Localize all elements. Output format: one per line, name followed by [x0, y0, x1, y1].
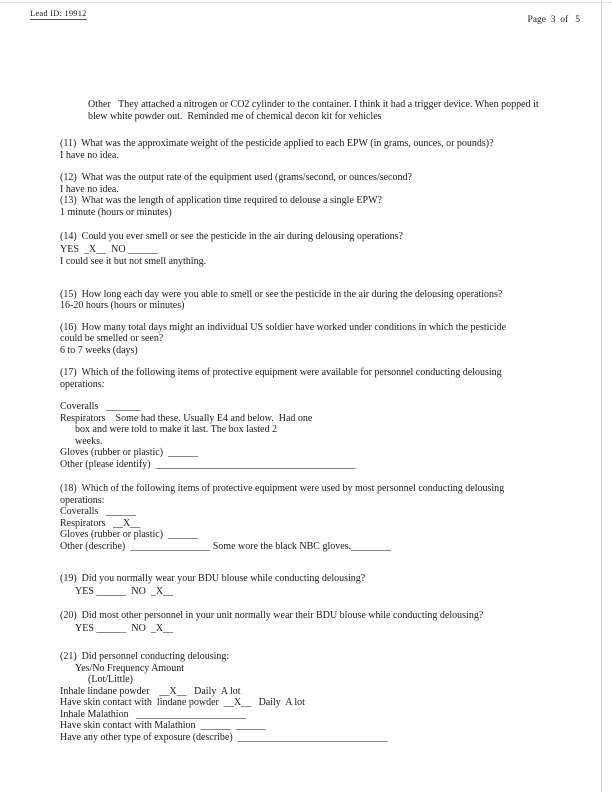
- document-line: Other (describe) ________________ Some wore the black NBC gloves.________: [60, 540, 392, 552]
- document-line: could be smelled or seen?: [60, 333, 164, 344]
- document-line: Gloves (rubber or plastic) ______: [60, 447, 199, 458]
- document-line: (19) Did you normally wear your BDU blouse while conducting delousing?: [60, 573, 366, 584]
- document-line: (20) Did most other personnel in your unit normally wear their BDU blouse while conducting delousing?: [60, 610, 484, 621]
- document-line: (15) How long each day were you able to smell or see the pesticide in the air during the delousing operations?: [60, 288, 503, 300]
- document-line: YES ______ NO _X__: [75, 622, 174, 634]
- document-line: blew white powder out. Reminded me of chemical decon kit for vehicles: [88, 110, 382, 122]
- document-line: (11) What was the approximate weight of the pesticide applied to each EPW (in grams, ounces, or pounds)?: [60, 138, 494, 149]
- page-number-label: Page 3 of 5: [527, 15, 580, 25]
- document-line: Have skin contact with Malathion ______ ______: [60, 720, 266, 731]
- document-line: weeks.: [75, 435, 103, 447]
- document-line: Have skin contact with lindane powder __X__ Daily A lot: [60, 697, 305, 708]
- document-line: Yes/No Frequency Amount: [75, 662, 184, 674]
- document-line: I have no idea.: [60, 183, 119, 195]
- scan-edge-top-artifact: [0, 2, 612, 3]
- document-line: Respirators Some had these. Usually E4 and below. Had one: [60, 412, 313, 424]
- document-line: YES ______ NO _X__: [75, 585, 174, 597]
- document-line: Have any other type of exposure (describe) ______________________________: [60, 731, 388, 743]
- document-line: Inhale lindane powder __X__ Daily A lot: [60, 685, 241, 697]
- document-line: operations:: [60, 378, 105, 390]
- document-line: 16-20 hours (hours or minutes): [60, 300, 185, 311]
- document-line: I have no idea.: [60, 149, 119, 161]
- document-line: I could see it but not smell anything.: [60, 256, 207, 267]
- document-body: [60, 99, 582, 743]
- scan-edge-right-artifact: [601, 0, 602, 792]
- document-line: Other (please identify) ________________________________________: [60, 458, 356, 470]
- document-line: YES _X__ NO ______: [60, 243, 159, 255]
- document-line: 1 minute (hours or minutes): [60, 206, 172, 218]
- document-line: (13) What was the length of application time required to delouse a single EPW?: [60, 195, 382, 206]
- document-line: box and were told to make it last. The box lasted 2: [75, 424, 277, 435]
- document-line: (18) Which of the following items of protective equipment were used by most personnel conducting delousing: [60, 483, 505, 494]
- document-line: (17) Which of the following items of protective equipment were available for personnel conducting delousing: [60, 367, 502, 378]
- document-line: Gloves (rubber or plastic) ______: [60, 529, 199, 540]
- document-line: 6 to 7 weeks (days): [60, 344, 138, 356]
- document-line: (Lot/Little): [88, 674, 133, 685]
- document-line: Inhale Malathion ______________________: [60, 708, 247, 720]
- document-line: operations:: [60, 494, 105, 506]
- document-line: (21) Did personnel conducting delousing:: [60, 651, 230, 662]
- document-line: (14) Could you ever smell or see the pesticide in the air during delousing operations?: [60, 231, 403, 242]
- document-line: (16) How many total days might an individual US soldier have worked under conditions in which the pesticide: [60, 321, 507, 333]
- document-line: Coveralls _______: [60, 401, 141, 412]
- document-line: Other They attached a nitrogen or CO2 cylinder to the container. I think it had a trigger device. When popped it: [88, 99, 539, 110]
- lead-id-label: Lead ID: 19912: [30, 8, 87, 18]
- document-line: Coveralls ______: [60, 506, 136, 517]
- document-line: Respirators __X__: [60, 517, 141, 529]
- document-line: (12) What was the output rate of the equipment used (grams/second, or ounces/second?: [60, 172, 412, 183]
